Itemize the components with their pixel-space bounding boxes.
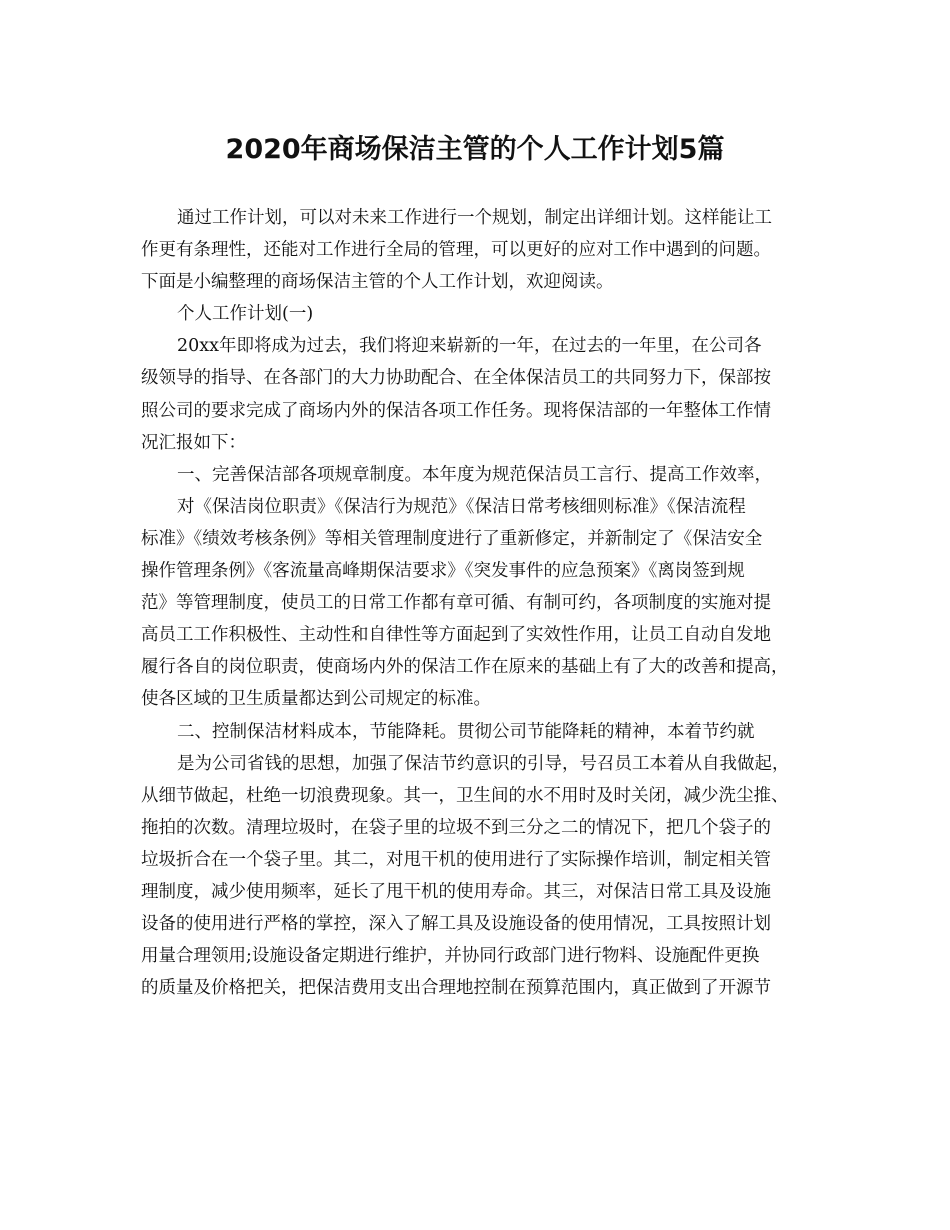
document-body (141, 202, 821, 1004)
text-line: 设备的使用进行严格的掌控，深入了解工具及设施设备的使用情况，工具按照计划 (141, 914, 771, 935)
text-line: 对《保洁岗位职责》《保洁行为规范》《保洁日常考核细则标准》《保洁流程 (177, 496, 746, 517)
text-line: 的质量及价格把关，把保洁费用支出合理地控制在预算范围内，真正做到了开源节 (141, 978, 771, 999)
text-line: 通过工作计划，可以对未来工作进行一个规划，制定出详细计划。这样能让工 (177, 208, 772, 228)
text-line: 照公司的要求完成了商场内外的保洁各项工作任务。现将保洁部的一年整体工作情 (141, 400, 771, 421)
text-line: 一、完善保洁部各项规章制度。本年度为规范保洁员工言行、提高工作效率， (177, 464, 772, 485)
text-line: 用量合理领用;设施设备定期进行维护，并协同行政部门进行物料、设施配件更换 (141, 946, 760, 967)
text-line: 使各区域的卫生质量都达到公司规定的标准。 (141, 689, 491, 710)
page-title: 2020年商场保洁主管的个人工作计划5篇 (225, 134, 725, 165)
text-line: 二、控制保洁材料成本，节能降耗。贯彻公司节能降耗的精神，本着节约就 (177, 721, 755, 742)
text-line: 20xx年即将成为过去，我们将迎来崭新的一年，在过去的一年里，在公司各 (177, 336, 762, 357)
text-line: 理制度，减少使用频率，延长了甩干机的使用寿命。其三，对保洁日常工具及设施 (141, 881, 771, 902)
text-line: 作更有条理性，还能对工作进行全局的管理，可以更好的应对工作中遇到的问题。 (141, 240, 771, 261)
text-line: 是为公司省钱的思想，加强了保洁节约意识的引导，号召员工本着从自我做起， (177, 753, 790, 774)
text-line: 下面是小编整理的商场保洁主管的个人工作计划，欢迎阅读。 (141, 272, 614, 293)
text-line: 垃圾折合在一个袋子里。其二，对甩干机的使用进行了实际操作培训，制定相关管 (141, 849, 771, 870)
text-line: 况汇报如下： (141, 432, 246, 453)
text-line: 标准》《绩效考核条例》等相关管理制度进行了重新修定，并新制定了《保洁安全 (141, 528, 763, 549)
text-line: 拖拍的次数。清理垃圾时，在袋子里的垃圾不到三分之二的情况下，把几个袋子的 (141, 817, 771, 838)
text-line: 从细节做起，杜绝一切浪费现象。其一，卫生间的水不用时及时关闭，减少洗尘推、 (141, 785, 789, 806)
text-line: 个人工作计划(一) (177, 304, 314, 325)
text-line: 操作管理条例》《客流量高峰期保洁要求》《突发事件的应急预案》《离岗签到规 (141, 561, 745, 582)
text-line: 高员工工作积极性、主动性和自律性等方面起到了实效性作用，让员工自动自发地 (141, 625, 771, 646)
text-line: 范》等管理制度，使员工的日常工作都有章可循、有制可约，各项制度的实施对提 (141, 593, 771, 614)
text-line: 履行各自的岗位职责，使商场内外的保洁工作在原来的基础上有了大的改善和提高， (141, 657, 789, 678)
text-line: 级领导的指导、在各部门的大力协助配合、在全体保洁员工的共同努力下，保部按 (141, 368, 771, 389)
